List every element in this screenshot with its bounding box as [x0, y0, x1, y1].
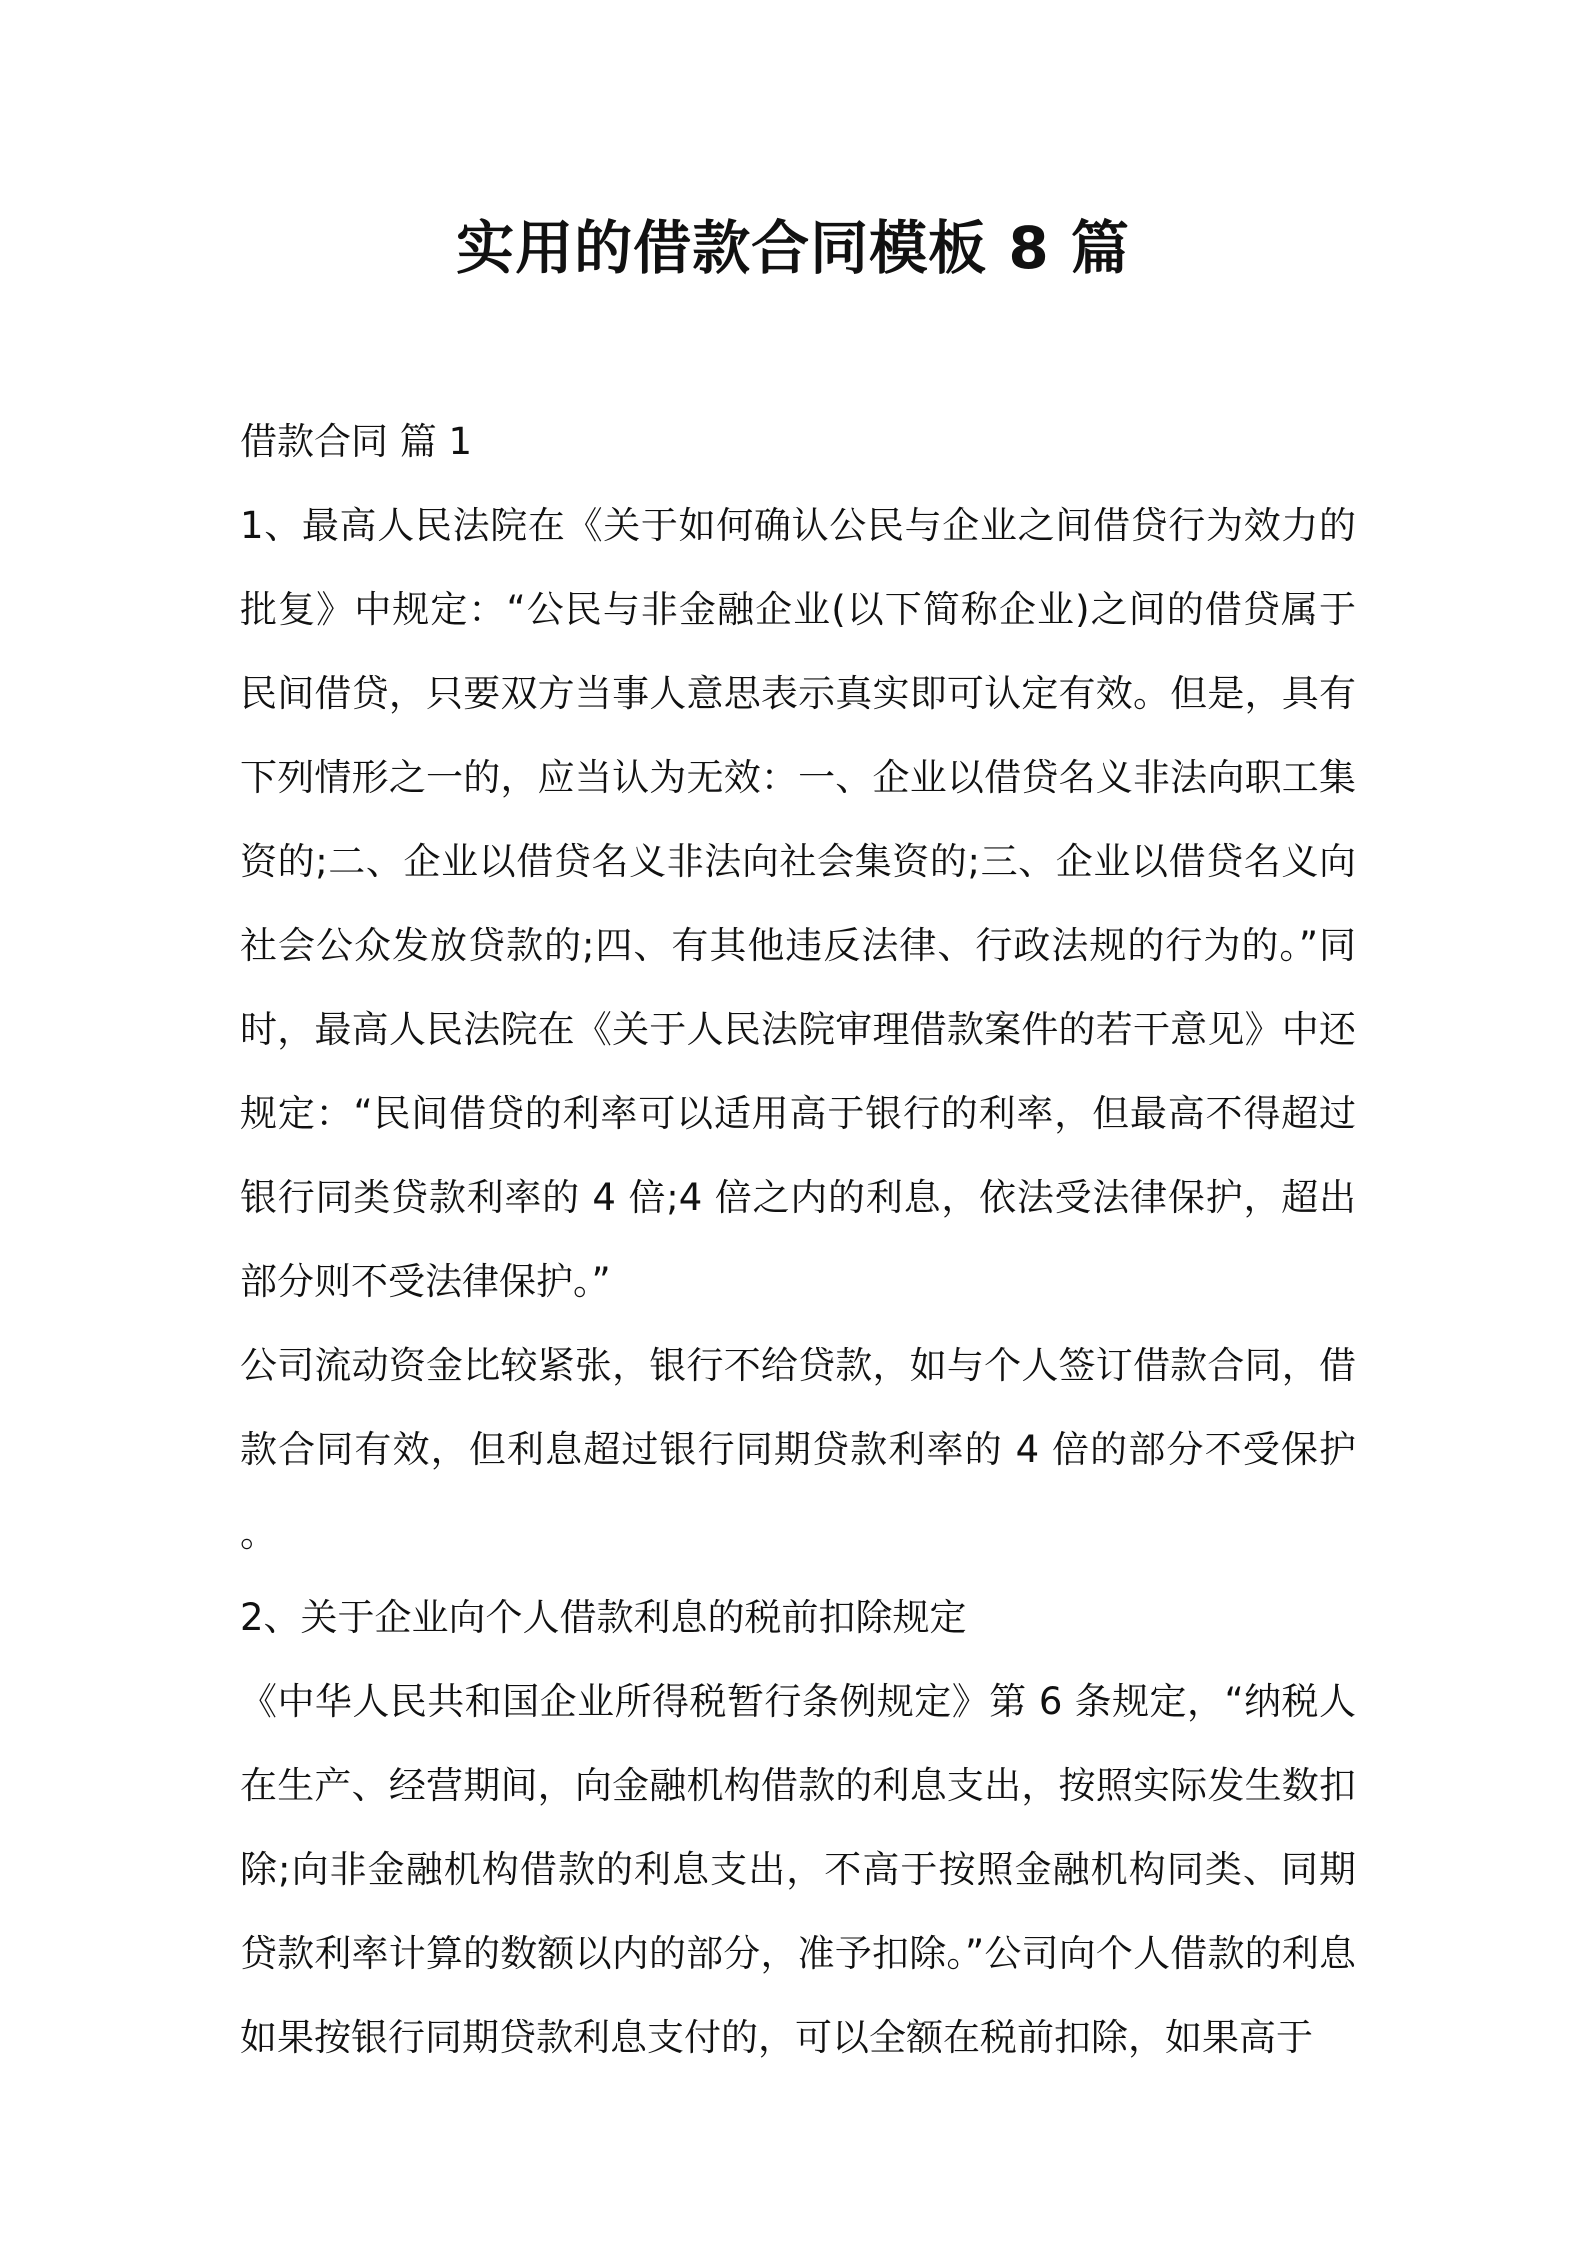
- paragraph-3-heading: 2、关于企业向个人借款利息的税前扣除规定: [240, 1596, 967, 1639]
- section-heading: 借款合同 篇 1: [240, 420, 473, 463]
- paragraph-4: 《中华人民共和国企业所得税暂行条例规定》第 6 条规定，“纳税人在生产、经营期间，向金融机构借款的利息支出，按照实际发生数扣除;向非金融机构借款的利息支出，不高于按照金融机构同类、同期贷款利率计算的数额以内的部分，准予扣除。”公司向个人借款的利息如果按银行同期贷款利息支付的，可以全额在税前扣除，如果高于: [240, 1680, 1356, 2059]
- document-body: [240, 400, 1356, 2080]
- document-title: 实用的借款合同模板 8 篇: [456, 214, 1130, 282]
- paragraph-2: 公司流动资金比较紧张，银行不给贷款，如与个人签订借款合同，借款合同有效，但利息超过银行同期贷款利率的 4 倍的部分不受保护。: [240, 1344, 1356, 1555]
- paragraph-1: 1、最高人民法院在《关于如何确认公民与企业之间借贷行为效力的批复》中规定：“公民与非金融企业(以下简称企业)之间的借贷属于民间借贷，只要双方当事人意思表示真实即可认定有效。但是，具有下列情形之一的，应当认为无效：一、企业以借贷名义非法向职工集资的;二、企业以借贷名义非法向社会集资的;三、企业以借贷名义向社会公众发放贷款的;四、有其他违反法律、行政法规的行为的。”同时，最高人民法院在《关于人民法院审理借款案件的若干意见》中还规定：“民间借贷的利率可以适用高于银行的利率，但最高不得超过银行同类贷款利率的 4 倍;4 倍之内的利息，依法受法律保护，超出部分则不受法律保护。”: [240, 504, 1356, 1303]
